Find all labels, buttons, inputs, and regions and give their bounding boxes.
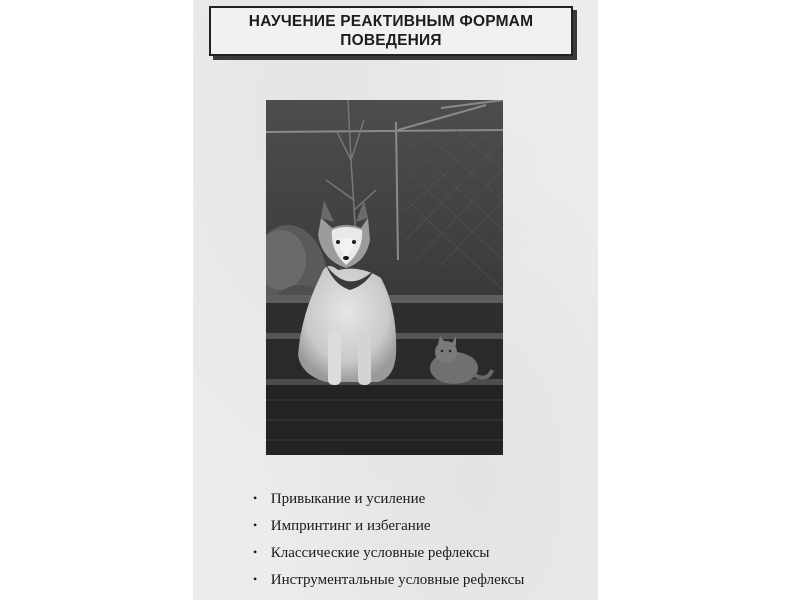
husky-dog-and-cat-photo	[266, 100, 503, 455]
bullet-icon: •	[253, 518, 258, 532]
list-item-label: Привыкание и усиление	[270, 491, 426, 507]
list-item-label: Классические условные рефлексы	[270, 545, 490, 561]
chapter-title-line-1: НАУЧЕНИЕ РЕАКТИВНЫМ ФОРМАМ	[248, 13, 534, 30]
chapter-title-box	[209, 6, 573, 56]
book-page	[193, 0, 598, 600]
list-item	[253, 487, 524, 514]
bullet-icon: •	[253, 545, 258, 559]
list-item	[253, 568, 524, 595]
list-item-label: Инструментальные условные рефлексы	[270, 572, 525, 588]
bullet-icon: •	[253, 572, 258, 586]
list-item	[253, 541, 524, 568]
chapter-title-line-2: ПОВЕДЕНИЯ	[340, 32, 442, 49]
list-item	[253, 514, 524, 541]
topic-list	[253, 487, 524, 595]
list-item-label: Импринтинг и избегание	[270, 518, 431, 534]
bullet-icon: •	[253, 491, 258, 505]
